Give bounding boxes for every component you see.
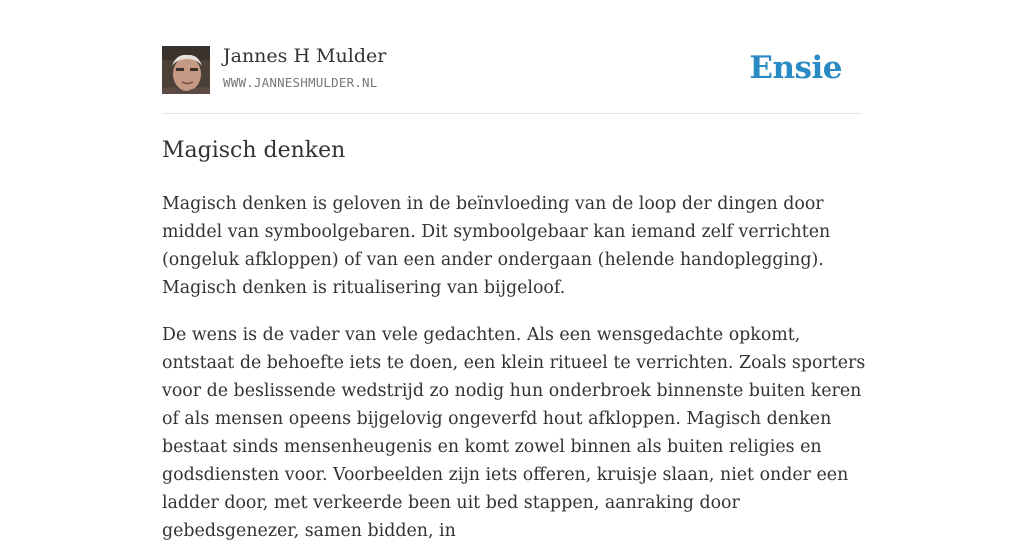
author-avatar[interactable] bbox=[162, 46, 210, 94]
article-paragraph: Magisch denken is geloven in de beïnvloeding van de loop der dingen door middel van symboolgebaren. Dit symboolgebaar kan iemand zelf verrichten (ongeluk afkloppen) of van een ander ondergaan (helende handoplegging). Magisch denken is ritualisering van bijgeloof. bbox=[162, 194, 831, 298]
content-container bbox=[162, 0, 866, 541]
author-website-link[interactable]: WWW.JANNESHMULDER.NL bbox=[223, 75, 378, 90]
author-photo-icon bbox=[162, 46, 210, 94]
article-paragraph: De wens is de vader van vele gedachten. Als een wensgedachte opkomt, ontstaat de behoefte iets te doen, een klein ritueel te verrichten. Zoals sporters voor de beslissende wedstrijd zo nodig hun onderbroek binnenste buiten keren of als mensen opeens bijgelovig ongeverfd hout afkloppen. Magisch denken bestaat sinds mensenheugenis en komt zowel binnen als buiten religies en godsdiensten voor. Voorbeelden zijn iets offeren, kruisje slaan, niet onder een ladder door, met verkeerde been uit bed stappen, aanraking door gebedsgenezer, samen bidden, in bbox=[162, 325, 866, 541]
author-name[interactable]: Jannes H Mulder bbox=[223, 45, 387, 67]
author-header bbox=[162, 0, 862, 114]
article-title: Magisch denken bbox=[162, 138, 346, 163]
ensie-logo[interactable]: Ensie bbox=[749, 50, 842, 86]
